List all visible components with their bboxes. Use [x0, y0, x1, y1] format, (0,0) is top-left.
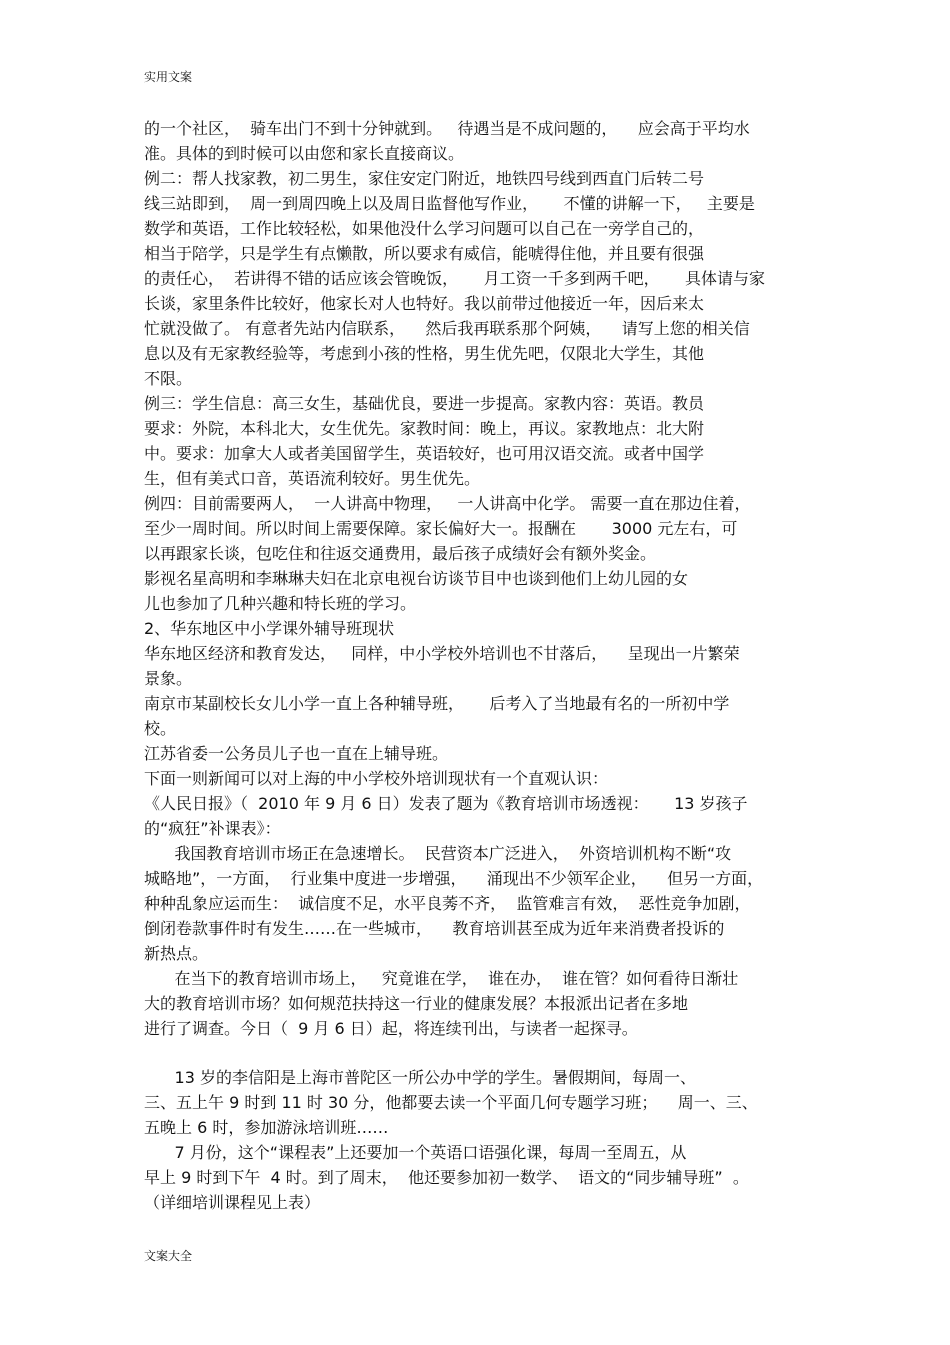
- text-line: 例三：学生信息：高三女生，基础优良，要进一步提高。家教内容：英语。教员: [144, 394, 705, 413]
- text-line: 准。具体的到时候可以由您和家长直接商议。: [144, 144, 465, 163]
- text-line: 华东地区经济和教育发达， 同样，中小学校外培训也不甘落后， 呈现出一片繁荣: [144, 644, 740, 663]
- text-line: 生，但有美式口音，英语流利较好。男生优先。: [144, 469, 481, 488]
- text-line: 倒闭卷款事件时有发生……在一些城市， 教育培训甚至成为近年来消费者投诉的: [144, 919, 725, 938]
- blank-line: [144, 1041, 814, 1065]
- text-line: （详细培训课程见上表）: [144, 1193, 321, 1212]
- text-line: 的一个社区， 骑车出门不到十分钟就到。 待遇当是不成问题的， 应会高于平均水: [144, 119, 750, 138]
- text-line: 校。: [144, 719, 177, 738]
- text-line: 影视名星高明和李琳琳夫妇在北京电视台访谈节目中也谈到他们上幼儿园的女: [144, 569, 689, 588]
- page-footer: 文案大全: [144, 1249, 193, 1263]
- text-line: 数学和英语，工作比较轻松，如果他没什么学习问题可以自己在一旁学自己的，: [144, 219, 705, 238]
- text-line: 以再跟家长谈，包吃住和往返交通费用，最后孩子成绩好会有额外奖金。: [144, 544, 657, 563]
- text-line: 儿也参加了几种兴趣和特长班的学习。: [144, 594, 417, 613]
- text-line: 长谈，家里条件比较好，他家长对人也特好。我以前带过他接近一年，因后来太: [144, 294, 705, 313]
- document-body: [144, 116, 814, 1215]
- text-line: 息以及有无家教经验等，考虑到小孩的性格，男生优先吧，仅限北大学生，其他: [144, 344, 705, 363]
- text-line: 新热点。: [144, 944, 209, 963]
- text-line: 种种乱象应运而生： 诚信度不足，水平良莠不齐， 监管难言有效， 恶性竞争加剧，: [144, 894, 751, 913]
- text-line: 《人民日报》（ 2010 年 9 月 6 日）发表了题为《教育培训市场透视： 13 岁孩子: [144, 794, 748, 813]
- text-line: 的“疯狂”补课表》：: [144, 819, 281, 838]
- text-line: 2、华东地区中小学课外辅导班现状: [144, 619, 395, 638]
- text-line: 的责任心， 若讲得不错的话应该会管晚饭， 月工资一千多到两千吧， 具体请与家: [144, 269, 766, 288]
- text-line: 中。要求：加拿大人或者美国留学生，英语较好，也可用汉语交流。或者中国学: [144, 444, 705, 463]
- text-line: 13 岁的李信阳是上海市普陀区一所公办中学的学生。暑假期间，每周一、: [144, 1068, 696, 1087]
- text-line: 7 月份，这个“课程表”上还要加一个英语口语强化课，每周一至周五，从: [144, 1143, 687, 1162]
- text-line: 江苏省委一公务员儿子也一直在上辅导班。: [144, 744, 449, 763]
- text-line: 忙就没做了。 有意者先站内信联系， 然后我再联系那个阿姨， 请写上您的相关信: [144, 319, 750, 338]
- text-line: 三、五上午 9 时到 11 时 30 分，他都要去读一个平面几何专题学习班； 周一、三、: [144, 1093, 758, 1112]
- text-line: 大的教育培训市场？如何规范扶持这一行业的健康发展？本报派出记者在多地: [144, 994, 689, 1013]
- text-line: 相当于陪学，只是学生有点懒散，所以要求有威信，能唬得住他，并且要有很强: [144, 244, 705, 263]
- text-line: 下面一则新闻可以对上海的中小学校外培训现状有一个直观认识：: [144, 769, 609, 788]
- text-line: 要求：外院，本科北大，女生优先。家教时间：晚上，再议。家教地点：北大附: [144, 419, 705, 438]
- text-line: 我国教育培训市场正在急速增长。 民营资本广泛进入， 外资培训机构不断“攻: [144, 844, 732, 863]
- text-line: 线三站即到， 周一到周四晚上以及周日监督他写作业， 不懂的讲解一下， 主要是: [144, 194, 755, 213]
- text-line: 例四：目前需要两人， 一人讲高中物理， 一人讲高中化学。 需要一直在那边住着，: [144, 494, 751, 513]
- text-line: 景象。: [144, 669, 193, 688]
- text-line: 城略地”，一方面， 行业集中度进一步增强， 涌现出不少领军企业， 但另一方面，: [144, 869, 764, 888]
- text-line: 南京市某副校长女儿小学一直上各种辅导班， 后考入了当地最有名的一所初中学: [144, 694, 730, 713]
- text-line: 在当下的教育培训市场上， 究竟谁在学， 谁在办， 谁在管？如何看待日渐壮: [144, 969, 739, 988]
- text-line: 例二：帮人找家教，初二男生，家住安定门附近，地铁四号线到西直门后转二号: [144, 169, 705, 188]
- text-line: 至少一周时间。所以时间上需要保障。家长偏好大一。报酬在 3000 元左右，可: [144, 519, 738, 538]
- text-line: 早上 9 时到下午 4 时。到了周末， 他还要参加初一数学、 语文的“同步辅导班” 。: [144, 1168, 749, 1187]
- page-header: 实用文案: [144, 70, 193, 84]
- text-line: 五晚上 6 时，参加游泳培训班……: [144, 1118, 389, 1137]
- text-line: 进行了调查。今日（ 9 月 6 日）起，将连续刊出，与读者一起探寻。: [144, 1019, 638, 1038]
- text-line: 不限。: [144, 369, 193, 388]
